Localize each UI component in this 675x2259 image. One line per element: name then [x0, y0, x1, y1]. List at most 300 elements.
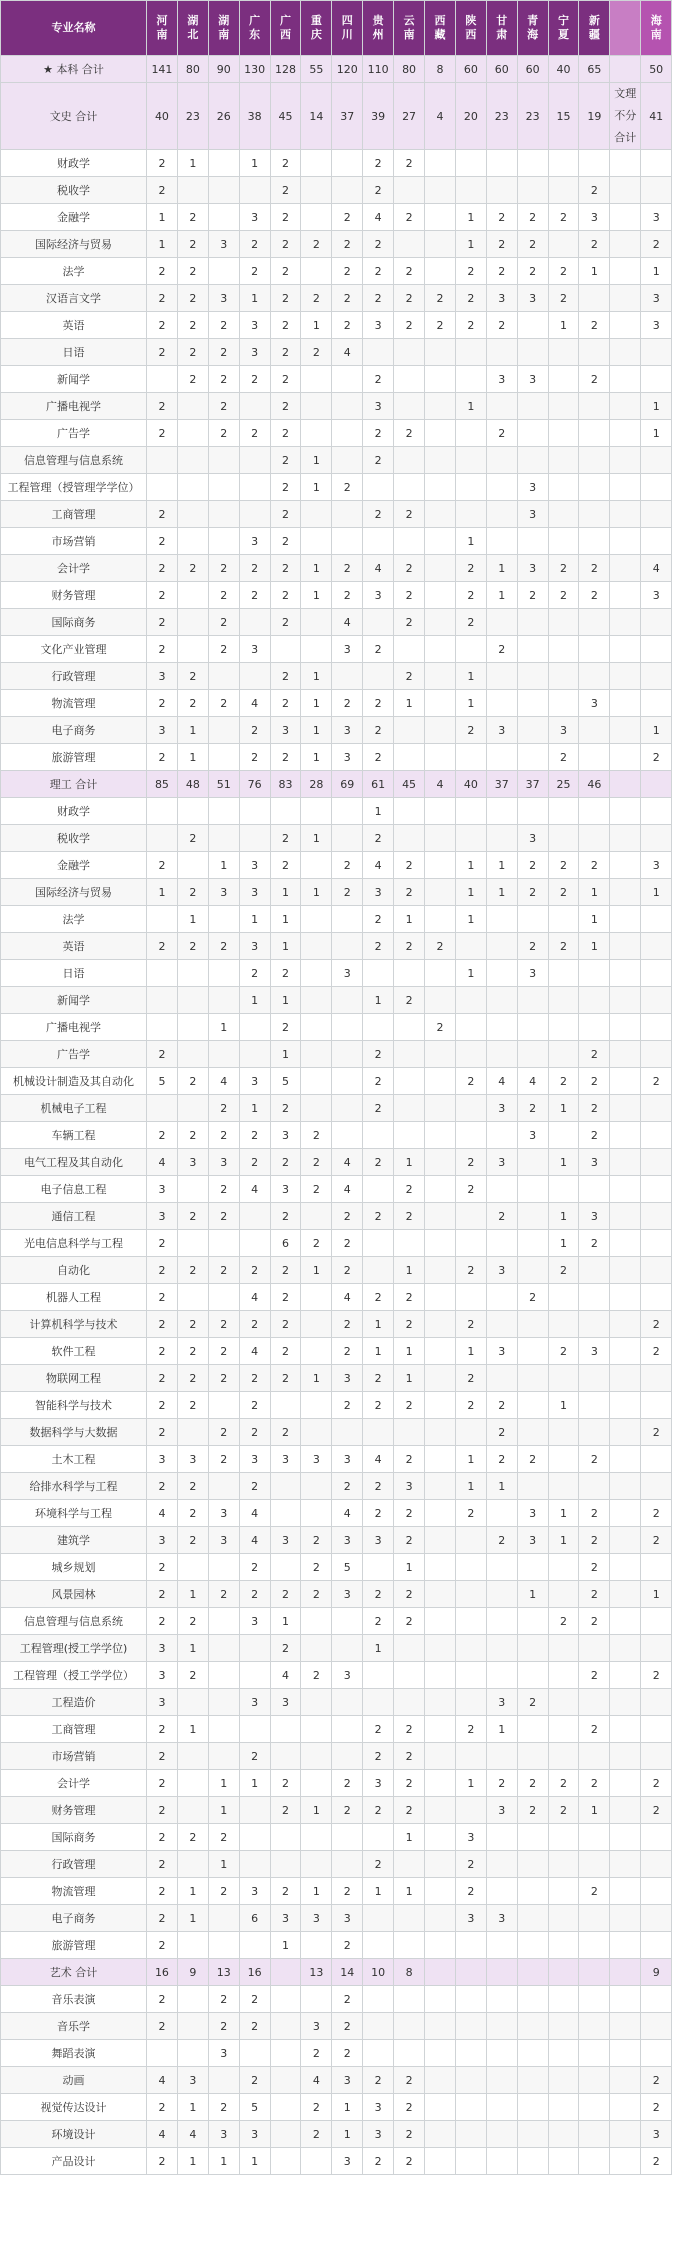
count-cell: 1: [301, 717, 332, 744]
count-cell: 2: [394, 204, 425, 231]
count-cell: 3: [641, 204, 672, 231]
count-cell: 4: [425, 83, 456, 150]
count-cell: [641, 1041, 672, 1068]
count-cell: [517, 609, 548, 636]
count-cell: 60: [517, 56, 548, 83]
count-cell: [301, 609, 332, 636]
table-row: [1, 1743, 672, 1770]
table-row: [1, 636, 672, 663]
major-name-cell: 新闻学: [1, 366, 147, 393]
count-cell: [486, 1554, 517, 1581]
count-cell: 2: [394, 1284, 425, 1311]
count-cell: 2: [517, 1797, 548, 1824]
count-cell: [147, 987, 178, 1014]
count-cell: [425, 1500, 456, 1527]
count-cell: 3: [301, 1446, 332, 1473]
count-cell: [239, 2040, 270, 2067]
major-name-cell: 工商管理: [1, 501, 147, 528]
count-cell: 1: [363, 798, 394, 825]
count-cell: [394, 1230, 425, 1257]
count-cell: 2: [270, 1257, 301, 1284]
count-cell: 2: [332, 555, 363, 582]
count-cell: 3: [517, 501, 548, 528]
count-cell: 40: [548, 56, 579, 83]
count-cell: 2: [239, 555, 270, 582]
count-cell: 2: [177, 1257, 208, 1284]
count-cell: [394, 231, 425, 258]
count-cell: [517, 636, 548, 663]
count-cell: [332, 1014, 363, 1041]
count-cell: [610, 1392, 641, 1419]
table-row: [1, 1446, 672, 1473]
count-cell: 3: [641, 2121, 672, 2148]
count-cell: [517, 312, 548, 339]
count-cell: 16: [239, 1959, 270, 1986]
count-cell: [177, 1797, 208, 1824]
count-cell: 8: [425, 56, 456, 83]
count-cell: 2: [208, 2094, 239, 2121]
count-cell: 2: [641, 1311, 672, 1338]
count-cell: [517, 2013, 548, 2040]
count-cell: [610, 744, 641, 771]
count-cell: [208, 960, 239, 987]
count-cell: 4: [147, 2121, 178, 2148]
count-cell: 2: [147, 1716, 178, 1743]
count-cell: 1: [208, 2148, 239, 2175]
count-cell: [517, 1959, 548, 1986]
count-cell: 2: [394, 1743, 425, 1770]
count-cell: [177, 1230, 208, 1257]
count-cell: [208, 825, 239, 852]
count-cell: [394, 1419, 425, 1446]
count-cell: 2: [147, 744, 178, 771]
major-name-cell: 电子商务: [1, 717, 147, 744]
count-cell: [610, 960, 641, 987]
count-cell: [147, 2040, 178, 2067]
count-cell: 2: [239, 1554, 270, 1581]
major-name-cell: 国际商务: [1, 609, 147, 636]
count-cell: [486, 1041, 517, 1068]
count-cell: 2: [363, 1743, 394, 1770]
count-cell: 2: [579, 1662, 610, 1689]
count-cell: 2: [239, 1365, 270, 1392]
count-cell: [332, 1689, 363, 1716]
province-header-char: 湖: [187, 14, 199, 27]
province-header: [548, 1, 579, 56]
count-cell: [301, 798, 332, 825]
major-name-cell: 工程造价: [1, 1689, 147, 1716]
count-cell: [425, 879, 456, 906]
count-cell: 3: [147, 1635, 178, 1662]
major-name-cell: 旅游管理: [1, 744, 147, 771]
major-name-cell: 舞蹈表演: [1, 2040, 147, 2067]
province-header-char: 川: [341, 28, 353, 41]
count-cell: 3: [517, 474, 548, 501]
count-cell: 2: [548, 285, 579, 312]
province-header: [301, 1, 332, 56]
count-cell: [548, 1446, 579, 1473]
count-cell: [641, 1203, 672, 1230]
count-cell: [641, 501, 672, 528]
count-cell: 2: [579, 1446, 610, 1473]
count-cell: [301, 1014, 332, 1041]
count-cell: 2: [270, 177, 301, 204]
count-cell: 2: [239, 2067, 270, 2094]
province-header: [270, 1, 301, 56]
count-cell: [332, 1419, 363, 1446]
major-name-cell: 机器人工程: [1, 1284, 147, 1311]
count-cell: [425, 1149, 456, 1176]
table-row: [1, 1581, 672, 1608]
table-header-row: [1, 1, 672, 56]
count-cell: 2: [332, 258, 363, 285]
count-cell: [425, 1122, 456, 1149]
count-cell: 1: [641, 717, 672, 744]
count-cell: 3: [147, 1203, 178, 1230]
count-cell: [177, 447, 208, 474]
count-cell: 2: [394, 1608, 425, 1635]
count-cell: [641, 609, 672, 636]
count-cell: [208, 1041, 239, 1068]
table-row: [1, 1932, 672, 1959]
count-cell: 1: [301, 582, 332, 609]
count-cell: [425, 1581, 456, 1608]
major-name-cell: 物流管理: [1, 1878, 147, 1905]
count-cell: 2: [517, 1284, 548, 1311]
major-name-cell: 电子商务: [1, 1905, 147, 1932]
count-cell: [239, 501, 270, 528]
count-cell: [425, 798, 456, 825]
count-cell: [579, 528, 610, 555]
count-cell: 4: [332, 609, 363, 636]
count-cell: [208, 1230, 239, 1257]
count-cell: 2: [270, 150, 301, 177]
count-cell: 2: [517, 933, 548, 960]
count-cell: 1: [301, 1257, 332, 1284]
count-cell: 2: [177, 1392, 208, 1419]
count-cell: [579, 1959, 610, 1986]
count-cell: 2: [147, 933, 178, 960]
count-cell: 3: [517, 555, 548, 582]
count-cell: [425, 1284, 456, 1311]
count-cell: 2: [177, 339, 208, 366]
count-cell: [579, 150, 610, 177]
count-cell: [208, 1932, 239, 1959]
count-cell: [548, 1743, 579, 1770]
count-cell: 2: [270, 420, 301, 447]
count-cell: [455, 2013, 486, 2040]
count-cell: [486, 744, 517, 771]
count-cell: [394, 1905, 425, 1932]
table-row: [1, 1851, 672, 1878]
count-cell: 1: [301, 474, 332, 501]
count-cell: [517, 1662, 548, 1689]
count-cell: [610, 1257, 641, 1284]
count-cell: [641, 798, 672, 825]
count-cell: 3: [239, 1689, 270, 1716]
count-cell: 2: [147, 582, 178, 609]
count-cell: [641, 339, 672, 366]
count-cell: [641, 2013, 672, 2040]
count-cell: 2: [177, 285, 208, 312]
major-name-cell: 车辆工程: [1, 1122, 147, 1149]
count-cell: [548, 1986, 579, 2013]
count-cell: [394, 2040, 425, 2067]
count-cell: [363, 1932, 394, 1959]
count-cell: 2: [517, 258, 548, 285]
count-cell: 2: [363, 906, 394, 933]
subtotal-label: 文史 合计: [1, 83, 147, 150]
table-row: [1, 1014, 672, 1041]
count-cell: 2: [208, 582, 239, 609]
count-cell: 2: [147, 150, 178, 177]
count-cell: [394, 177, 425, 204]
count-cell: 1: [239, 906, 270, 933]
count-cell: 2: [147, 609, 178, 636]
count-cell: 1: [486, 1473, 517, 1500]
table-row: [1, 366, 672, 393]
count-cell: 2: [363, 2067, 394, 2094]
count-cell: 2: [239, 1419, 270, 1446]
table-row: [1, 474, 672, 501]
count-cell: [610, 1068, 641, 1095]
count-cell: 1: [486, 879, 517, 906]
count-cell: 2: [486, 1419, 517, 1446]
count-cell: [517, 1365, 548, 1392]
count-cell: [486, 1743, 517, 1770]
count-cell: 3: [332, 1581, 363, 1608]
count-cell: [548, 690, 579, 717]
count-cell: [548, 366, 579, 393]
count-cell: 2: [301, 2094, 332, 2121]
count-cell: 3: [239, 933, 270, 960]
count-cell: [455, 1986, 486, 2013]
count-cell: [610, 258, 641, 285]
count-cell: 2: [363, 744, 394, 771]
count-cell: [301, 528, 332, 555]
count-cell: [610, 1014, 641, 1041]
count-cell: 2: [363, 285, 394, 312]
count-cell: 2: [579, 1230, 610, 1257]
count-cell: 2: [147, 1743, 178, 1770]
count-cell: 2: [455, 555, 486, 582]
count-cell: [270, 1824, 301, 1851]
count-cell: 4: [332, 1284, 363, 1311]
count-cell: 23: [486, 83, 517, 150]
note-line: 合计: [614, 131, 637, 144]
count-cell: [425, 1527, 456, 1554]
count-cell: 1: [301, 663, 332, 690]
count-cell: 14: [332, 1959, 363, 1986]
count-cell: 2: [332, 879, 363, 906]
count-cell: 2: [455, 312, 486, 339]
count-cell: 1: [239, 1095, 270, 1122]
count-cell: 3: [332, 2148, 363, 2175]
count-cell: [517, 1041, 548, 1068]
count-cell: [270, 1716, 301, 1743]
count-cell: [548, 2040, 579, 2067]
count-cell: 2: [239, 744, 270, 771]
count-cell: [425, 1176, 456, 1203]
table-row: [1, 1095, 672, 1122]
count-cell: [548, 906, 579, 933]
count-cell: [425, 960, 456, 987]
province-header: [208, 1, 239, 56]
province-header-char: 庆: [310, 28, 322, 41]
count-cell: [579, 2040, 610, 2067]
count-cell: 2: [455, 258, 486, 285]
province-header-char: 疆: [588, 28, 600, 41]
count-cell: 2: [270, 582, 301, 609]
count-cell: 2: [363, 150, 394, 177]
major-name-cell: 风景园林: [1, 1581, 147, 1608]
count-cell: 2: [208, 2013, 239, 2040]
count-cell: 2: [147, 1041, 178, 1068]
province-header-char: 州: [372, 28, 384, 41]
count-cell: [610, 1932, 641, 1959]
count-cell: 128: [270, 56, 301, 83]
count-cell: 2: [548, 258, 579, 285]
count-cell: [147, 798, 178, 825]
count-cell: [641, 1365, 672, 1392]
count-cell: [517, 2040, 548, 2067]
count-cell: [641, 906, 672, 933]
count-cell: [270, 1473, 301, 1500]
count-cell: 2: [208, 690, 239, 717]
table-row: [1, 987, 672, 1014]
count-cell: [610, 1230, 641, 1257]
count-cell: [579, 474, 610, 501]
table-row: [1, 1149, 672, 1176]
count-cell: 2: [332, 582, 363, 609]
count-cell: 2: [270, 1014, 301, 1041]
count-cell: 2: [363, 1797, 394, 1824]
major-name-cell: 工程管理(授工学学位): [1, 1635, 147, 1662]
province-header-char: 肃: [496, 28, 508, 41]
count-cell: 2: [394, 1770, 425, 1797]
table-row: [1, 1365, 672, 1392]
count-cell: [610, 231, 641, 258]
table-row: [1, 420, 672, 447]
count-cell: [610, 1176, 641, 1203]
count-cell: [208, 1635, 239, 1662]
subtotal-row: [1, 771, 672, 798]
major-name-cell: 工程管理（授管理学学位）: [1, 474, 147, 501]
count-cell: 14: [301, 83, 332, 150]
count-cell: 2: [301, 1554, 332, 1581]
count-cell: 1: [394, 690, 425, 717]
count-cell: 6: [239, 1905, 270, 1932]
count-cell: 2: [486, 636, 517, 663]
count-cell: [517, 2094, 548, 2121]
count-cell: 1: [147, 204, 178, 231]
major-name-cell: 旅游管理: [1, 1932, 147, 1959]
count-cell: [579, 1176, 610, 1203]
count-cell: 2: [177, 1473, 208, 1500]
count-cell: [208, 1554, 239, 1581]
count-cell: [548, 2094, 579, 2121]
count-cell: 2: [579, 312, 610, 339]
count-cell: [486, 1176, 517, 1203]
count-cell: 3: [579, 1149, 610, 1176]
count-cell: 2: [177, 933, 208, 960]
count-cell: 2: [208, 1338, 239, 1365]
province-header: [394, 1, 425, 56]
count-cell: 2: [147, 636, 178, 663]
count-cell: 2: [270, 339, 301, 366]
count-cell: 2: [301, 2040, 332, 2067]
count-cell: [425, 717, 456, 744]
table-row: [1, 177, 672, 204]
count-cell: [425, 609, 456, 636]
province-header-char: 青: [527, 14, 539, 27]
major-name-cell: 自动化: [1, 1257, 147, 1284]
count-cell: 2: [208, 1878, 239, 1905]
count-cell: [363, 2013, 394, 2040]
count-cell: 1: [177, 1635, 208, 1662]
count-cell: 2: [486, 1527, 517, 1554]
province-header: [425, 1, 456, 56]
count-cell: 2: [147, 1473, 178, 1500]
count-cell: [177, 1851, 208, 1878]
count-cell: 2: [147, 555, 178, 582]
count-cell: 3: [332, 1905, 363, 1932]
count-cell: [486, 2121, 517, 2148]
major-name-cell: 通信工程: [1, 1203, 147, 1230]
count-cell: [579, 1284, 610, 1311]
count-cell: 2: [177, 1527, 208, 1554]
count-cell: [425, 1770, 456, 1797]
count-cell: [610, 1365, 641, 1392]
count-cell: [363, 528, 394, 555]
count-cell: 2: [394, 1311, 425, 1338]
count-cell: [177, 1770, 208, 1797]
count-cell: 2: [363, 1473, 394, 1500]
count-cell: 3: [641, 582, 672, 609]
major-name-cell: 信息管理与信息系统: [1, 1608, 147, 1635]
count-cell: [579, 420, 610, 447]
count-cell: [301, 1419, 332, 1446]
count-cell: 2: [147, 258, 178, 285]
count-cell: 2: [363, 501, 394, 528]
count-cell: 2: [270, 204, 301, 231]
province-header-char: 东: [249, 28, 261, 41]
count-cell: 2: [394, 312, 425, 339]
count-cell: [517, 717, 548, 744]
count-cell: 2: [208, 555, 239, 582]
count-cell: 2: [579, 852, 610, 879]
count-cell: [641, 1986, 672, 2013]
note-line: 文理: [614, 87, 637, 100]
count-cell: 2: [332, 285, 363, 312]
count-cell: [548, 609, 579, 636]
count-cell: 3: [517, 960, 548, 987]
count-cell: 2: [579, 1041, 610, 1068]
count-cell: 13: [208, 1959, 239, 1986]
count-cell: [579, 2121, 610, 2148]
count-cell: 3: [208, 1527, 239, 1554]
count-cell: [177, 393, 208, 420]
count-cell: [455, 1014, 486, 1041]
count-cell: [394, 474, 425, 501]
major-name-cell: 金融学: [1, 204, 147, 231]
count-cell: 2: [579, 1527, 610, 1554]
count-cell: 3: [208, 1500, 239, 1527]
count-cell: 2: [270, 663, 301, 690]
province-header: [177, 1, 208, 56]
count-cell: [486, 1122, 517, 1149]
count-cell: 1: [208, 1014, 239, 1041]
